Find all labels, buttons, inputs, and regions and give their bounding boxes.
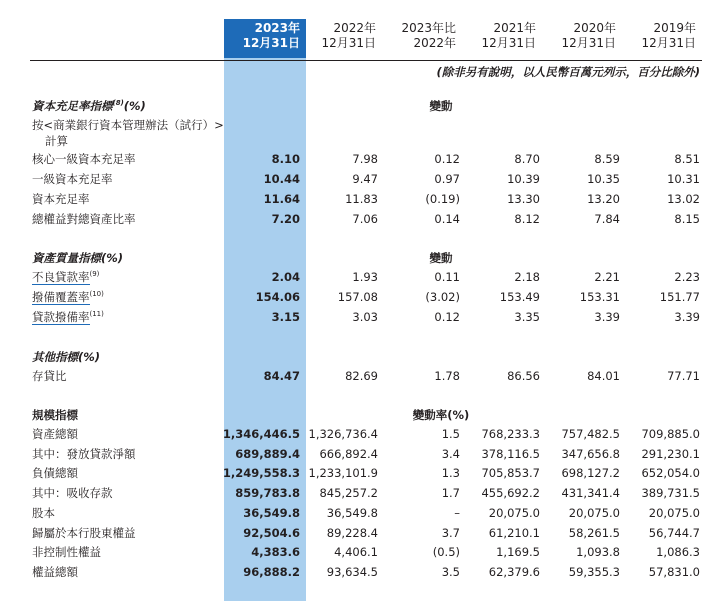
cell-value: 709,885.0 <box>641 427 700 441</box>
cell-value: 845,257.2 <box>319 486 378 501</box>
change-column-label: 變動 <box>429 251 453 265</box>
column-header-4 <box>536 21 616 51</box>
cell-value: – <box>454 505 460 520</box>
section-title-suffix: (%) <box>123 99 146 113</box>
table-row <box>0 288 720 307</box>
cell-value: 0.97 <box>434 172 460 186</box>
column-header-line-2: 2022年 <box>413 36 456 50</box>
cell-value: 7.06 <box>352 212 378 226</box>
table-row <box>0 210 720 229</box>
section-title <box>32 97 146 116</box>
cell-value: 378,116.5 <box>481 446 540 461</box>
cell-value: 2.23 <box>674 270 700 284</box>
column-header-line-1: 2020年 <box>573 21 616 35</box>
cell-value: 13.30 <box>507 192 540 206</box>
cell-value: 57,831.0 <box>648 564 700 579</box>
cell-value: 8.12 <box>514 212 540 226</box>
table-row <box>0 484 720 503</box>
column-header-line-2: 12月31日 <box>641 36 696 50</box>
cell-value: (3.02) <box>425 290 460 304</box>
row-label: 股本 <box>32 505 55 520</box>
cell-value: 0.12 <box>434 152 460 166</box>
cell-value: 11.83 <box>345 192 378 206</box>
cell-value: 93,634.5 <box>326 564 378 579</box>
cell-value: 3.35 <box>514 310 540 324</box>
cell-value: 1,326,736.4 <box>308 427 378 441</box>
row-label: 存貸比 <box>32 369 67 383</box>
cell-value: 56,744.7 <box>648 525 700 540</box>
cell-value: 20,075.0 <box>568 505 620 520</box>
row-label: 總權益對總資產比率 <box>32 212 136 226</box>
column-header-line-2: 12月31日 <box>481 36 536 50</box>
section-header-other <box>0 348 720 367</box>
footnote-ref: (9) <box>89 270 100 279</box>
row-label-text: 撥備覆蓋率 <box>32 290 90 304</box>
cell-value: 3.39 <box>594 310 620 324</box>
section-header-asset-quality <box>0 249 720 268</box>
cell-value: (0.19) <box>425 192 460 206</box>
cell-value: 1,093.8 <box>576 545 620 560</box>
column-header-line-2: 12月31日 <box>242 36 300 50</box>
cell-value: 347,656.8 <box>561 446 620 461</box>
cell-value: 1,169.5 <box>496 545 540 560</box>
cell-value: 157.08 <box>337 290 378 304</box>
cell-value: 13.20 <box>587 192 620 206</box>
table-row <box>0 524 720 543</box>
subtitle-text: 計算 <box>45 134 68 148</box>
cell-value: 3.15 <box>271 310 300 324</box>
cell-value: 8.10 <box>271 152 300 166</box>
table-row <box>0 367 720 386</box>
cell-value: 1,086.3 <box>656 545 700 560</box>
cell-value: 1.3 <box>441 466 460 481</box>
table-row <box>0 543 720 562</box>
column-header-line-1: 2021年 <box>493 21 536 35</box>
cell-value: 7.98 <box>352 152 378 166</box>
cell-value: 4,406.1 <box>334 545 378 560</box>
column-header-line-1: 2023年 <box>254 21 300 35</box>
cell-value: 153.31 <box>579 290 620 304</box>
row-label: 非控制性權益 <box>32 545 101 560</box>
cell-value: 1,346,446.5 <box>222 427 300 441</box>
row-label: 其中：吸收存款 <box>32 486 113 501</box>
cell-value: 84.47 <box>263 369 300 383</box>
cell-value: 8.15 <box>674 212 700 226</box>
cell-value: 3.5 <box>441 564 460 579</box>
cell-value: 11.64 <box>263 192 300 206</box>
cell-value: 689,889.4 <box>235 446 300 461</box>
column-header-line-1: 2022年 <box>333 21 376 35</box>
cell-value: 151.77 <box>659 290 700 304</box>
cell-value: 96,888.2 <box>243 564 300 579</box>
row-label: 其中：發放貸款淨額 <box>32 446 136 461</box>
header-rule <box>30 60 702 61</box>
cell-value: 82.69 <box>345 369 378 383</box>
row-label <box>32 308 104 327</box>
row-label: 核心一級資本充足率 <box>32 152 136 166</box>
cell-value: 77.71 <box>667 369 700 383</box>
table-row <box>0 170 720 189</box>
row-label: 一級資本充足率 <box>32 172 113 186</box>
column-header-3 <box>456 21 536 51</box>
row-label: 歸屬於本行股東權益 <box>32 525 136 540</box>
section-title-text: 資本充足率指標 <box>32 99 113 113</box>
section-header-capital <box>0 97 720 116</box>
cell-value: 0.11 <box>434 270 460 284</box>
cell-value: 8.59 <box>594 152 620 166</box>
cell-value: 13.02 <box>667 192 700 206</box>
table-row <box>0 425 720 444</box>
cell-value: 8.70 <box>514 152 540 166</box>
footnote-ref: (11) <box>89 310 104 319</box>
cell-value: 1.93 <box>352 270 378 284</box>
cell-value: 10.31 <box>667 172 700 186</box>
section-title: 資產質量指標(%) <box>32 251 124 265</box>
cell-value: 1.5 <box>441 427 460 441</box>
column-header-line-2: 12月31日 <box>561 36 616 50</box>
cell-value: 154.06 <box>255 290 300 304</box>
cell-value: 666,892.4 <box>319 446 378 461</box>
cell-value: 2.21 <box>594 270 620 284</box>
cell-value: 3.7 <box>441 525 460 540</box>
cell-value: 86.56 <box>507 369 540 383</box>
cell-value: 455,692.2 <box>481 486 540 501</box>
row-label-text: 貸款撥備率 <box>32 310 90 324</box>
table-row <box>0 308 720 327</box>
cell-value: 1,233,101.9 <box>308 466 378 481</box>
cell-value: 84.01 <box>587 369 620 383</box>
capital-subtitle-line-2 <box>0 132 720 151</box>
subtitle-text: 按<商業銀行資本管理辦法（試行）> <box>32 118 224 132</box>
table-row <box>0 268 720 287</box>
cell-value: 61,210.1 <box>488 525 540 540</box>
cell-value: 859,783.8 <box>235 486 300 501</box>
cell-value: 10.39 <box>507 172 540 186</box>
column-header-line-1: 2023年比 <box>401 21 456 35</box>
column-header-1 <box>296 21 376 51</box>
cell-value: 1,249,558.3 <box>222 466 300 481</box>
table-row <box>0 563 720 582</box>
row-label: 資產總額 <box>32 427 78 441</box>
cell-value: 3.4 <box>441 446 460 461</box>
table-row <box>0 190 720 209</box>
section-title: 規模指標 <box>32 408 78 422</box>
cell-value: (0.5) <box>432 545 460 560</box>
cell-value: 0.12 <box>434 310 460 324</box>
row-label <box>32 268 99 287</box>
column-header-2 <box>376 21 456 51</box>
column-header-line-2: 12月31日 <box>321 36 376 50</box>
cell-value: 0.14 <box>434 212 460 226</box>
cell-value: 4,383.6 <box>251 545 300 560</box>
row-label: 負債總額 <box>32 466 78 481</box>
cell-value: 153.49 <box>499 290 540 304</box>
cell-value: 92,504.6 <box>243 525 300 540</box>
cell-value: 7.84 <box>594 212 620 226</box>
cell-value: 10.44 <box>263 172 300 186</box>
cell-value: 89,228.4 <box>326 525 378 540</box>
unit-note: (除非另有說明，以人民幣百萬元列示，百分比除外) <box>436 65 700 79</box>
column-header-0 <box>220 21 300 51</box>
cell-value: 1.7 <box>441 486 460 501</box>
cell-value: 705,853.7 <box>481 466 540 481</box>
cell-value: 62,379.6 <box>488 564 540 579</box>
cell-value: 389,731.5 <box>641 486 700 501</box>
cell-value: 3.39 <box>674 310 700 324</box>
table-row <box>0 504 720 523</box>
change-column-label: 變動 <box>429 99 453 113</box>
cell-value: 3.03 <box>352 310 378 324</box>
cell-value: 757,482.5 <box>561 427 620 441</box>
row-label: 資本充足率 <box>32 192 90 206</box>
column-header-line-1: 2019年 <box>653 21 696 35</box>
cell-value: 59,355.3 <box>568 564 620 579</box>
cell-value: 9.47 <box>352 172 378 186</box>
cell-value: 36,549.8 <box>326 505 378 520</box>
cell-value: 8.51 <box>674 152 700 166</box>
row-label: 權益總額 <box>32 564 78 579</box>
cell-value: 20,075.0 <box>648 505 700 520</box>
footnote-ref: (10) <box>89 290 104 299</box>
section-title: 其他指標(%) <box>32 350 101 364</box>
column-header-5 <box>616 21 696 51</box>
cell-value: 36,549.8 <box>243 505 300 520</box>
row-label-text: 不良貸款率 <box>32 270 90 284</box>
cell-value: 698,127.2 <box>561 466 620 481</box>
footnote-ref: (8) <box>112 99 124 108</box>
cell-value: 768,233.3 <box>481 427 540 441</box>
change-column-label: 變動率(%) <box>412 408 470 422</box>
cell-value: 20,075.0 <box>488 505 540 520</box>
row-label <box>32 288 104 307</box>
cell-value: 291,230.1 <box>641 446 700 461</box>
cell-value: 652,054.0 <box>641 466 700 481</box>
cell-value: 10.35 <box>587 172 620 186</box>
table-row <box>0 464 720 483</box>
cell-value: 431,341.4 <box>561 486 620 501</box>
table-row <box>0 150 720 169</box>
table-row <box>0 445 720 464</box>
cell-value: 2.18 <box>514 270 540 284</box>
cell-value: 58,261.5 <box>568 525 620 540</box>
cell-value: 2.04 <box>271 270 300 284</box>
cell-value: 1.78 <box>434 369 460 383</box>
section-header-scale <box>0 406 720 425</box>
cell-value: 7.20 <box>271 212 300 226</box>
